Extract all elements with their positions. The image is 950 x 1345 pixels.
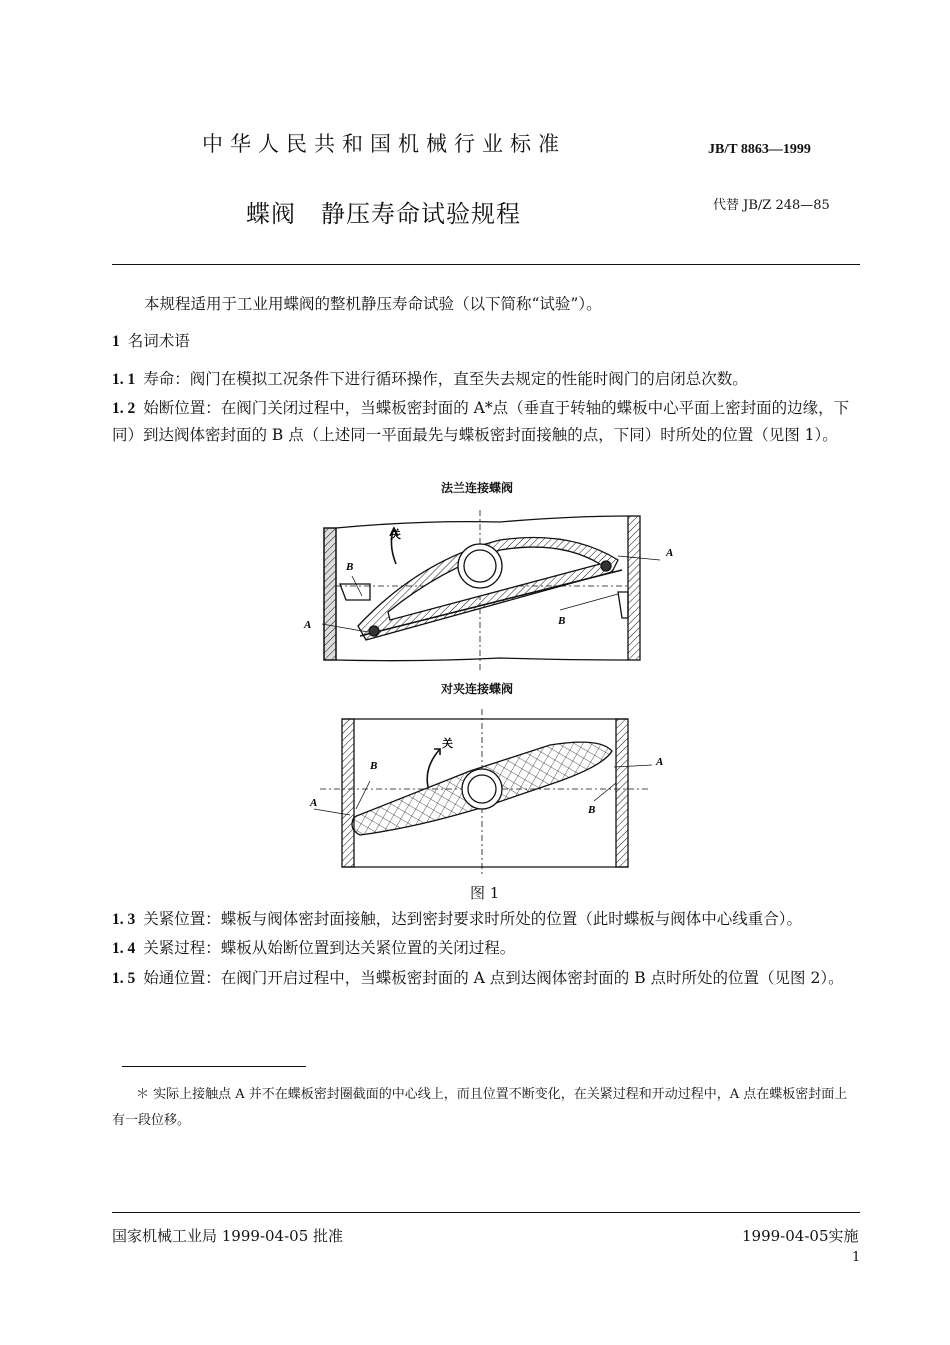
replaces-standard: 代替 JB/Z 248—85 bbox=[713, 198, 830, 213]
label-a: A bbox=[304, 619, 312, 631]
label-a: A bbox=[666, 547, 674, 559]
document-title: 蝶阀 静压寿命试验规程 bbox=[246, 200, 521, 228]
label-a: A bbox=[310, 797, 318, 809]
flange-valve-drawing bbox=[300, 500, 680, 670]
item-text: 关紧位置：蝶板与阀体密封面接触，达到密封要求时所处的位置（此时蝶板与阀体中心线重合）。 bbox=[143, 910, 803, 928]
label-a: A bbox=[656, 756, 664, 768]
page-number: 1 bbox=[852, 1250, 861, 1265]
item-text: 始通位置：在阀门开启过程中，当蝶板密封面的 A 点到达阀体密封面的 B 点时所处的位置（见图 2）。 bbox=[143, 969, 844, 987]
item-number: 1. 2 bbox=[112, 400, 136, 417]
issuing-organization: 中华人民共和国机械行业标准 bbox=[202, 132, 566, 156]
label-b: B bbox=[346, 561, 354, 573]
item-number: 1. 4 bbox=[112, 940, 136, 957]
section-title: 名词术语 bbox=[127, 332, 190, 350]
item-text: 始断位置：在阀门关闭过程中，当蝶板密封面的 A*点（垂直于转轴的蝶板中心平面上密封面的边缘，下同）到达阀体密封面的 B 点（上述同一平面最先与蝶板密封面接触的点，下同）时所处的位置（见图 1）。 bbox=[112, 399, 850, 444]
figure-label: 图 1 bbox=[470, 884, 500, 902]
section-heading bbox=[112, 328, 860, 355]
item-text: 寿命：阀门在模拟工况条件下进行循环操作，直至失去规定的性能时阀门的启闭总次数。 bbox=[143, 370, 748, 388]
item-1-3 bbox=[112, 906, 860, 933]
intro-paragraph: 本规程适用于工业用蝶阀的整机静压寿命试验（以下简称“试验”）。 bbox=[144, 295, 602, 313]
standard-code: JB/T 8863—1999 bbox=[708, 142, 811, 157]
section-number: 1 bbox=[112, 333, 120, 350]
item-1-4 bbox=[112, 935, 860, 962]
footnote: ＊ 实际上接触点 A 并不在蝶板密封圈截面的中心线上，而且位置不断变化，在关紧过程和开动过程中，A 点在蝶板密封面上有一段位移。 bbox=[112, 1087, 848, 1128]
item-1-2 bbox=[112, 395, 860, 449]
label-close: 关 bbox=[390, 528, 401, 541]
effective-date: 1999-04-05实施 bbox=[742, 1227, 859, 1245]
item-number: 1. 3 bbox=[112, 911, 136, 928]
footer-rule bbox=[112, 1212, 860, 1213]
item-1-1 bbox=[112, 366, 860, 393]
item-number: 1. 1 bbox=[112, 371, 136, 388]
wafer-valve-drawing bbox=[300, 705, 680, 875]
footnote-rule bbox=[122, 1066, 306, 1067]
figure-caption-wafer: 对夹连接蝶阀 bbox=[441, 682, 514, 696]
label-close: 关 bbox=[442, 737, 453, 750]
label-b: B bbox=[558, 615, 566, 627]
item-number: 1. 5 bbox=[112, 970, 136, 987]
approval-line: 国家机械工业局 1999-04-05 批准 bbox=[112, 1227, 344, 1245]
label-b: B bbox=[370, 760, 378, 772]
figure-caption-flange: 法兰连接蝶阀 bbox=[441, 481, 514, 495]
label-b: B bbox=[588, 804, 596, 816]
item-1-5 bbox=[112, 965, 860, 992]
header-rule bbox=[112, 264, 860, 265]
item-text: 关紧过程：蝶板从始断位置到达关紧位置的关闭过程。 bbox=[143, 939, 516, 957]
